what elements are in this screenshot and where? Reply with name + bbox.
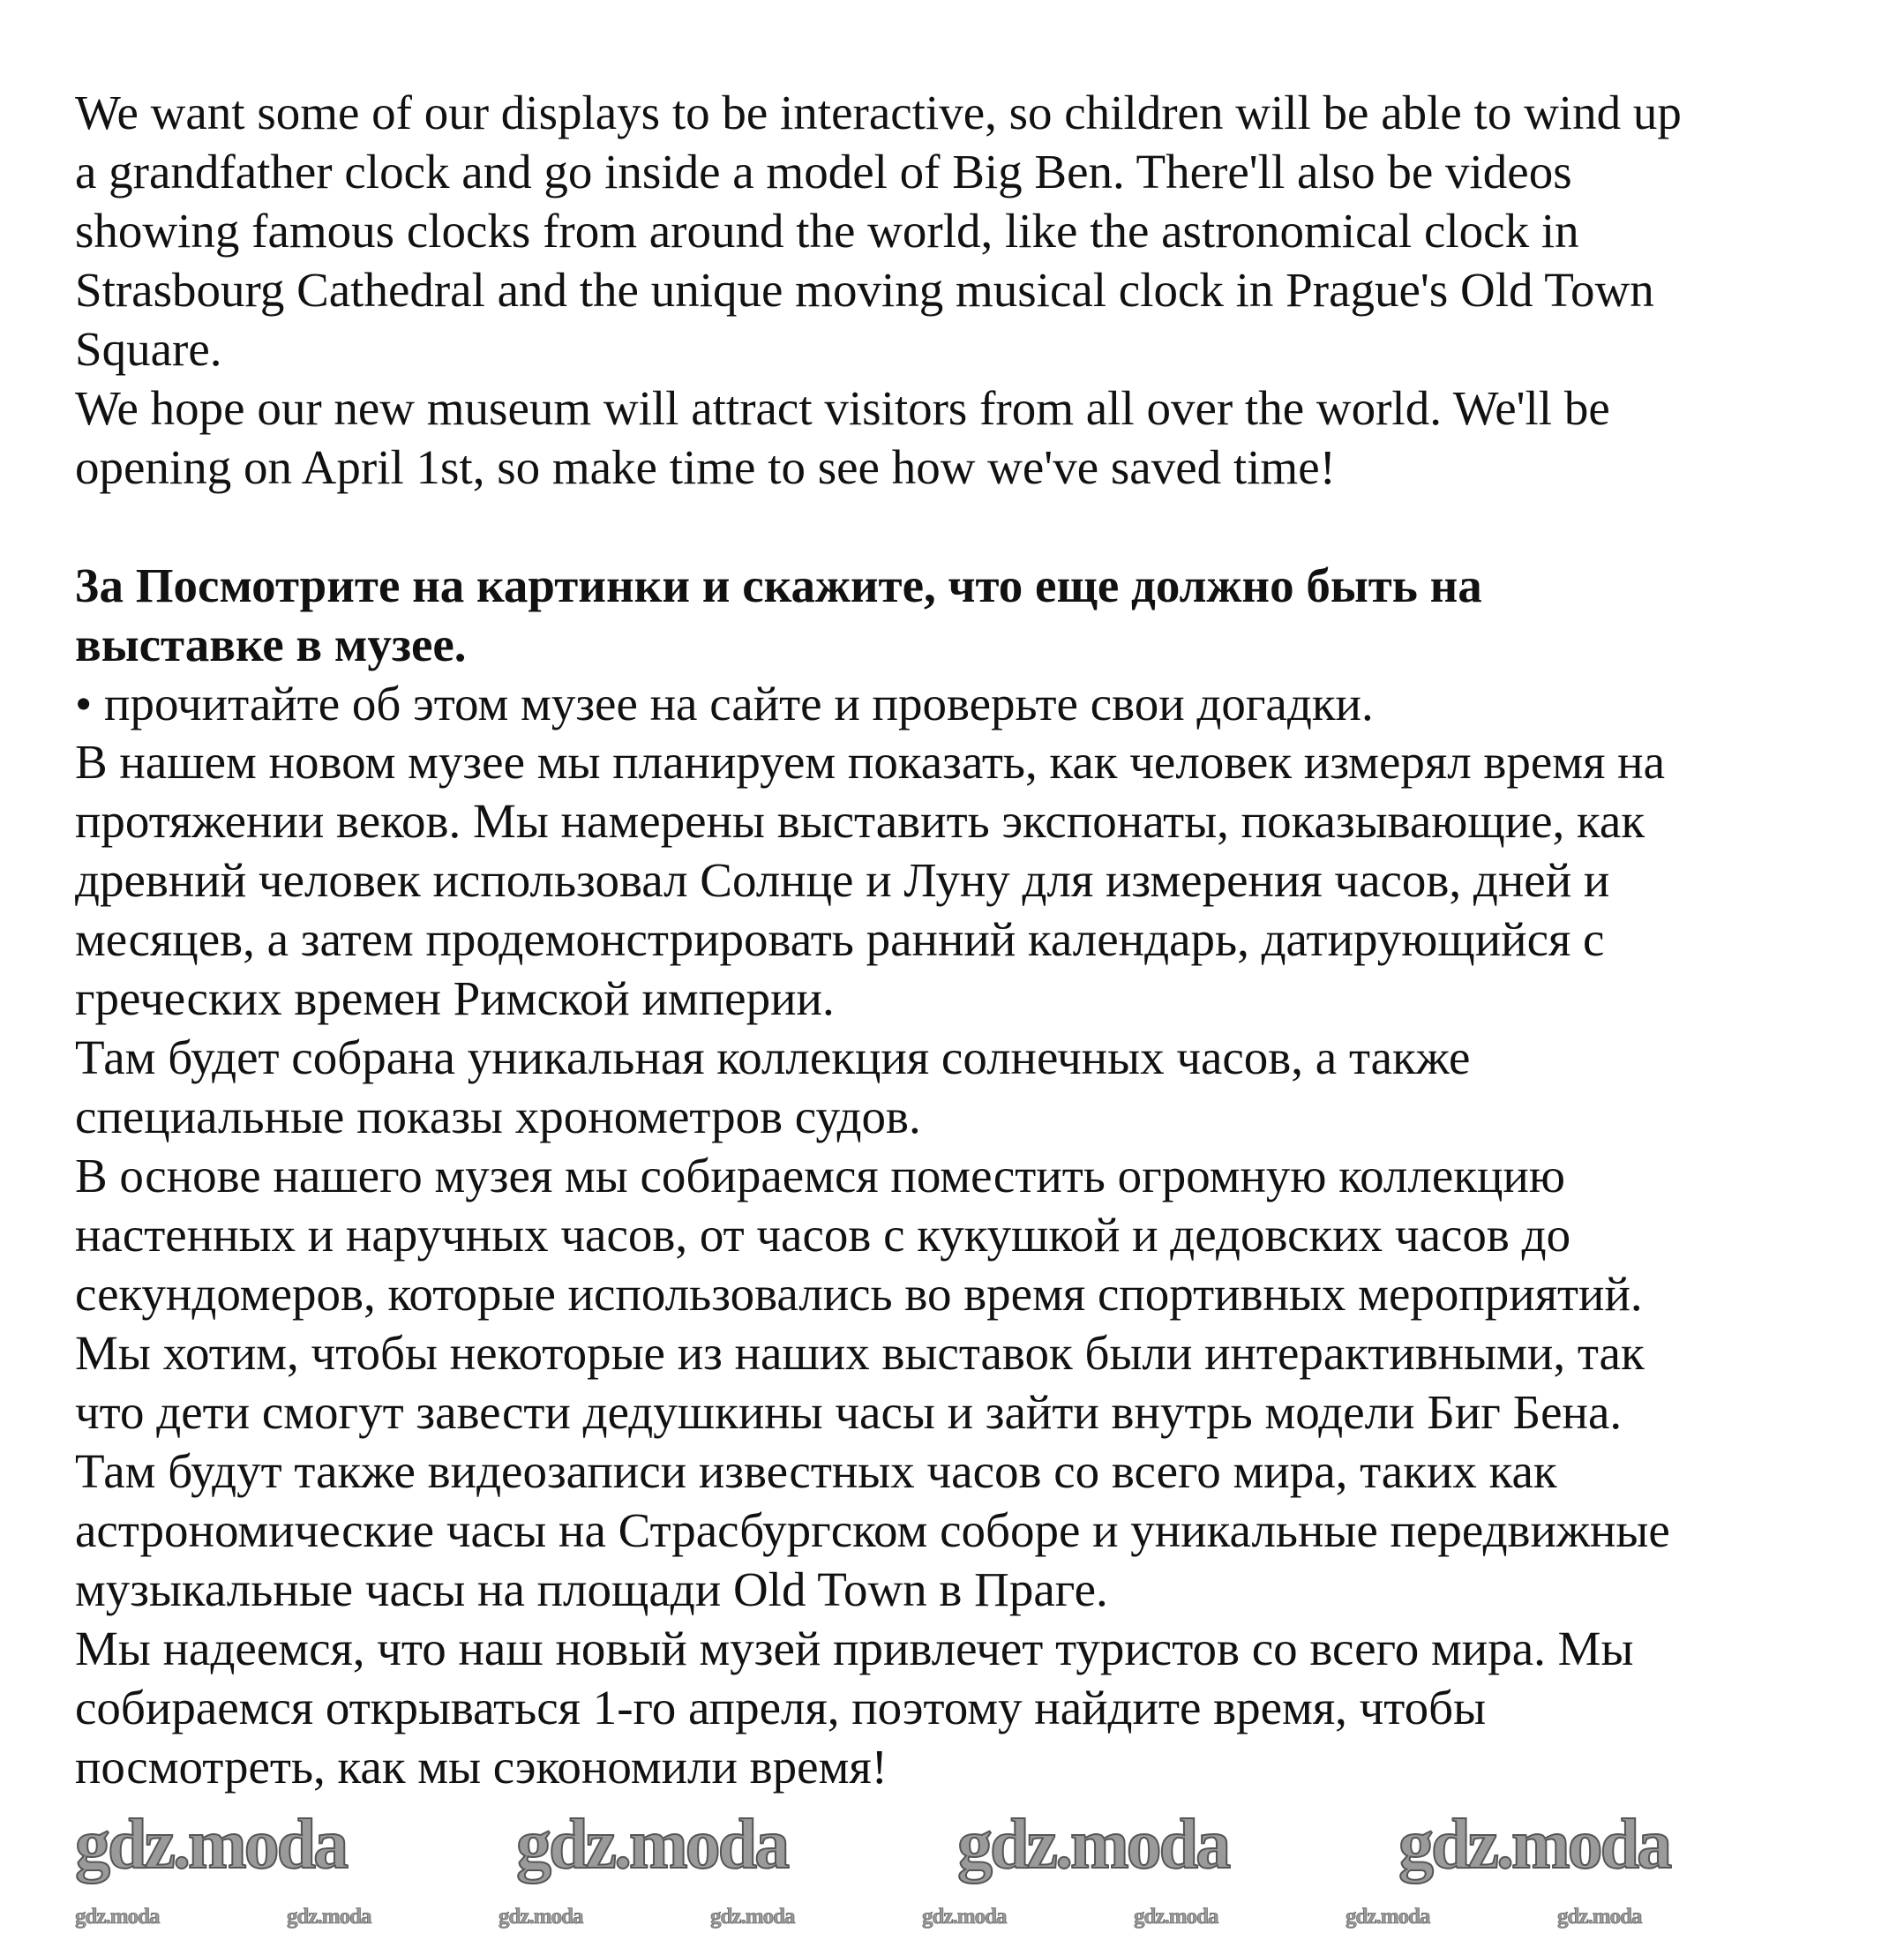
text-line: собираемся открываться 1-го апреля, поэтому найдите время, чтобы: [75, 1681, 1487, 1734]
text-line: a grandfather clock and go inside a model of Big Ben. There'll also be videos: [75, 145, 1572, 198]
watermark: gdz.moda: [75, 1905, 160, 1929]
text-line: месяцев, а затем продемонстрировать ранний календарь, датирующийся с: [75, 912, 1605, 966]
text-line: showing famous clocks from around the world, like the astronomical clock in: [75, 204, 1579, 258]
watermark: gdz.moda: [957, 1806, 1229, 1884]
watermark: gdz.moda: [922, 1905, 1007, 1929]
text-line: В нашем новом музее мы планируем показать, как человек измерял время на: [75, 735, 1665, 789]
text-line: музыкальные часы на площади Old Town в Праге.: [75, 1562, 1108, 1616]
heading-line: выставке в музее.: [75, 618, 467, 671]
text-line: что дети смогут завести дедушкины часы и зайти внутрь модели Биг Бена.: [75, 1385, 1623, 1439]
heading-line: 3a Посмотрите на картинки и скажите, что еще должно быть на: [75, 558, 1482, 612]
text-line: We want some of our displays to be interactive, so children will be able to wind up: [75, 86, 1682, 139]
watermark: gdz.moda: [1346, 1905, 1430, 1929]
task-bullet: • прочитайте об этом музее на сайте и проверьте свои догадки.: [75, 677, 1374, 730]
text-line: We hope our new museum will attract visitors from all over the world. We'll be: [75, 381, 1610, 435]
text-line: Там будут также видеозаписи известных часов со всего мира, таких как: [75, 1444, 1557, 1498]
text-line: греческих времен Римской империи.: [75, 971, 835, 1025]
text-line: секундомеров, которые использовались во время спортивных мероприятий.: [75, 1267, 1643, 1321]
text-line: древний человек использовал Солнце и Луну для измерения часов, дней и: [75, 853, 1610, 907]
watermark: gdz.moda: [75, 1806, 347, 1884]
watermark: gdz.moda: [1557, 1905, 1642, 1929]
text-line: Там будет собрана уникальная коллекция солнечных часов, а также: [75, 1030, 1471, 1084]
text-line: Strasbourg Cathedral and the unique moving musical clock in Prague's Old Town: [75, 263, 1654, 317]
text-line: opening on April 1st, so make time to see how we've saved time!: [75, 440, 1336, 494]
text-line: настенных и наручных часов, от часов с кукушкой и дедовских часов до: [75, 1208, 1571, 1262]
watermark: gdz.moda: [1398, 1806, 1670, 1884]
text-line: астрономические часы на Страсбургском соборе и уникальные передвижные: [75, 1503, 1670, 1557]
watermark: gdz.moda: [498, 1905, 583, 1929]
text-line: посмотреть, как мы сэкономили время!: [75, 1740, 888, 1794]
text-line: В основе нашего музея мы собираемся поместить огромную коллекцию: [75, 1149, 1565, 1202]
watermark: gdz.moda: [1134, 1905, 1218, 1929]
watermark: gdz.moda: [287, 1905, 371, 1929]
text-line: Мы надеемся, что наш новый музей привлечет туристов со всего мира. Мы: [75, 1622, 1634, 1675]
watermark: gdz.moda: [710, 1905, 795, 1929]
text-line: Мы хотим, чтобы некоторые из наших выставок были интерактивными, так: [75, 1326, 1645, 1380]
watermark: gdz.moda: [516, 1806, 788, 1884]
text-line: Square.: [75, 322, 222, 376]
text-line: специальные показы хронометров судов.: [75, 1090, 921, 1143]
text-line: протяжении веков. Мы намерены выставить экспонаты, показывающие, как: [75, 794, 1645, 848]
